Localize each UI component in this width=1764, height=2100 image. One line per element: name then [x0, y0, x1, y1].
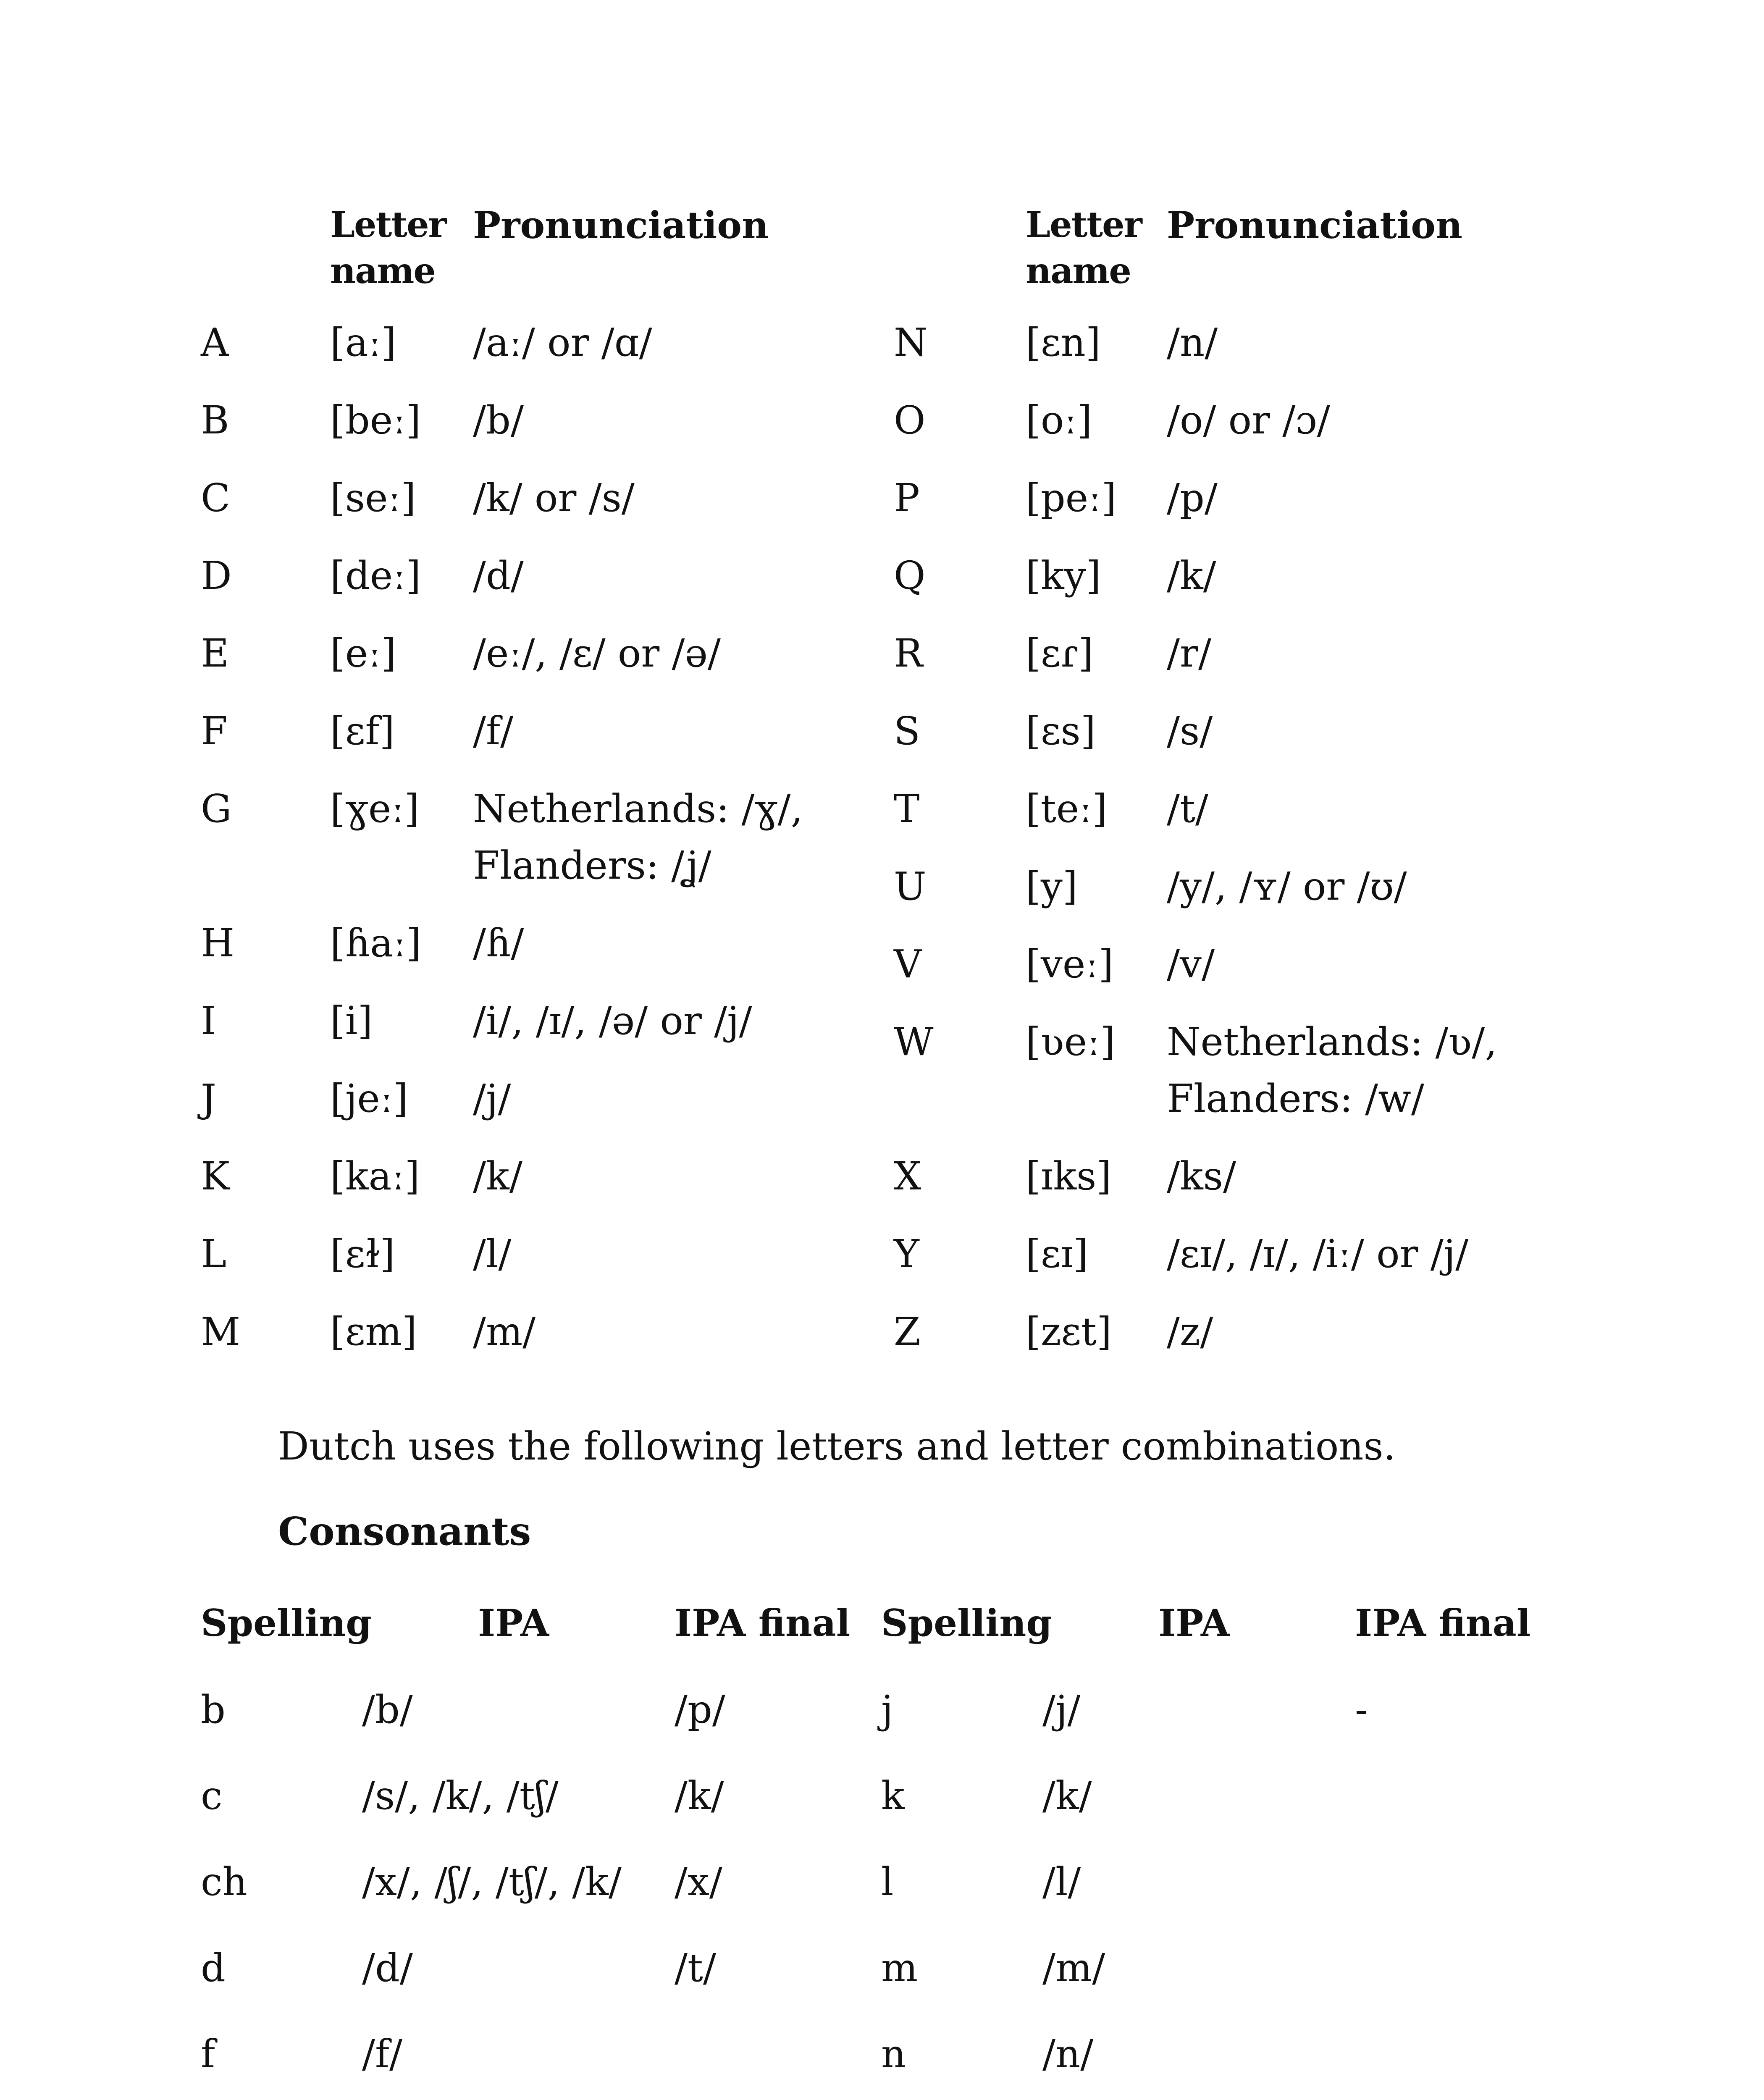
- alphabet-pronunciation: /d/: [473, 553, 524, 598]
- alphabet-pronunciation: /ɦ/: [473, 921, 524, 966]
- consonants-header-spelling-left: Spelling: [201, 1601, 372, 1645]
- alphabet-letter-name: [aː]: [330, 320, 396, 365]
- alphabet-letter-name: [teː]: [1026, 786, 1108, 831]
- alphabet-letter-name: [deː]: [330, 553, 421, 598]
- consonants-header-ipa-right: IPA: [1158, 1601, 1230, 1645]
- consonant-ipa: /b/: [362, 1687, 413, 1732]
- alphabet-pronunciation: /ɛɪ/, /ɪ/, /iː/ or /j/: [1167, 1231, 1469, 1276]
- alphabet-letter: C: [201, 475, 231, 520]
- alphabet-pronunciation: /b/: [473, 398, 524, 443]
- alphabet-letter: R: [894, 631, 923, 676]
- alphabet-letter: N: [894, 320, 928, 365]
- consonant-spelling: k: [881, 1773, 905, 1818]
- alphabet-letter-name: [seː]: [330, 475, 416, 520]
- alphabet-letter: F: [201, 709, 228, 753]
- consonant-spelling: m: [881, 1945, 918, 1990]
- alphabet-letter-name: [ɛn]: [1026, 320, 1101, 365]
- intro-paragraph: Dutch uses the following letters and letter combinations.: [278, 1424, 1396, 1469]
- alphabet-pronunciation: Netherlands: /ɣ/,: [473, 786, 803, 831]
- alphabet-letter-name: [ɛɾ]: [1026, 631, 1094, 676]
- consonants-header-spelling-right: Spelling: [881, 1601, 1052, 1645]
- alphabet-letter-name: [ʋeː]: [1026, 1019, 1116, 1064]
- alphabet-letter-name: [zɛt]: [1026, 1309, 1112, 1354]
- alphabet-pronunciation: /ks/: [1167, 1154, 1236, 1199]
- consonant-ipa-final: /p/: [675, 1687, 725, 1732]
- alphabet-letter-name: [ɪks]: [1026, 1154, 1112, 1199]
- alphabet-pronunciation: /f/: [473, 709, 514, 753]
- consonant-spelling: b: [201, 1687, 226, 1732]
- alphabet-pronunciation: /v/: [1167, 942, 1215, 987]
- alphabet-letter: U: [894, 864, 927, 909]
- consonant-spelling: c: [201, 1773, 223, 1818]
- consonants-header-ipa-final-right: IPA final: [1355, 1601, 1531, 1645]
- alphabet-letter: B: [201, 398, 229, 443]
- alphabet-letter: D: [201, 553, 232, 598]
- alphabet-pronunciation: /j/: [473, 1076, 511, 1121]
- alphabet-pronunciation: /p/: [1167, 475, 1218, 520]
- alphabet-letter: H: [201, 921, 235, 966]
- consonants-heading: Consonants: [278, 1509, 531, 1554]
- alphabet-letter-name: [y]: [1026, 864, 1078, 909]
- header-line: name: [1026, 250, 1131, 291]
- alphabet-pronunciation: /t/: [1167, 786, 1208, 831]
- consonant-spelling: l: [881, 1859, 894, 1904]
- alphabet-letter: J: [201, 1076, 216, 1121]
- consonant-spelling: d: [201, 1945, 226, 1990]
- alphabet-header-pronunciation-left: Pronunciation: [473, 203, 769, 247]
- alphabet-letter-name: [ɣeː]: [330, 786, 420, 831]
- alphabet-letter: Y: [894, 1231, 919, 1276]
- consonant-ipa: /s/, /k/, /tʃ/: [362, 1773, 559, 1818]
- alphabet-pronunciation: /k/: [1167, 553, 1216, 598]
- alphabet-letter-name: [veː]: [1026, 942, 1114, 987]
- alphabet-pronunciation: /z/: [1167, 1309, 1213, 1354]
- alphabet-letter-name: [ɦaː]: [330, 921, 421, 966]
- alphabet-pronunciation: Flanders: /ʝ/: [473, 843, 711, 888]
- alphabet-pronunciation: /aː/ or /ɑ/: [473, 320, 652, 365]
- alphabet-letter: S: [894, 709, 921, 753]
- alphabet-letter: E: [201, 631, 229, 676]
- alphabet-pronunciation: /k/: [473, 1154, 522, 1199]
- alphabet-header-letter-name-right: [1026, 202, 1142, 294]
- alphabet-pronunciation: /n/: [1167, 320, 1218, 365]
- alphabet-letter: T: [894, 786, 920, 831]
- alphabet-letter-name: [eː]: [330, 631, 396, 676]
- consonant-spelling: f: [201, 2032, 215, 2076]
- alphabet-pronunciation: Netherlands: /ʋ/,: [1167, 1019, 1497, 1064]
- alphabet-pronunciation: /k/ or /s/: [473, 475, 635, 520]
- consonant-ipa: /l/: [1042, 1859, 1081, 1904]
- alphabet-pronunciation: /o/ or /ɔ/: [1167, 398, 1330, 443]
- consonant-ipa: /f/: [362, 2032, 403, 2076]
- alphabet-letter: Q: [894, 553, 926, 598]
- alphabet-letter: V: [894, 942, 922, 987]
- alphabet-letter-name: [jeː]: [330, 1076, 408, 1121]
- alphabet-letter: A: [201, 320, 229, 365]
- alphabet-letter-name: [ɛf]: [330, 709, 395, 753]
- consonant-ipa-final: /x/: [675, 1859, 722, 1904]
- alphabet-letter: P: [894, 475, 920, 520]
- header-line: Letter: [330, 204, 446, 245]
- consonant-spelling: n: [881, 2032, 906, 2076]
- alphabet-letter: Z: [894, 1309, 921, 1354]
- alphabet-pronunciation: /y/, /ʏ/ or /ʊ/: [1167, 864, 1407, 909]
- alphabet-letter: X: [894, 1154, 921, 1199]
- consonant-ipa-final: -: [1355, 1687, 1368, 1732]
- alphabet-letter-name: [i]: [330, 998, 373, 1043]
- alphabet-header-letter-name-left: [330, 202, 446, 294]
- consonant-ipa-final: /k/: [675, 1773, 724, 1818]
- alphabet-letter-name: [oː]: [1026, 398, 1092, 443]
- alphabet-letter-name: [ɛm]: [330, 1309, 417, 1354]
- header-line: name: [330, 250, 435, 291]
- alphabet-letter-name: [peː]: [1026, 475, 1117, 520]
- consonant-ipa: /j/: [1042, 1687, 1081, 1732]
- alphabet-letter: M: [201, 1309, 241, 1354]
- consonant-ipa-final: /t/: [675, 1945, 716, 1990]
- alphabet-pronunciation: /eː/, /ɛ/ or /ə/: [473, 631, 721, 676]
- consonants-header-ipa-final-left: IPA final: [675, 1601, 850, 1645]
- consonants-header-ipa-left: IPA: [478, 1601, 549, 1645]
- consonant-spelling: ch: [201, 1859, 247, 1904]
- alphabet-letter-name: [ɛs]: [1026, 709, 1096, 753]
- alphabet-pronunciation: /m/: [473, 1309, 536, 1354]
- alphabet-letter-name: [ɛɪ]: [1026, 1231, 1088, 1276]
- alphabet-pronunciation: /s/: [1167, 709, 1213, 753]
- consonant-ipa: /n/: [1042, 2032, 1094, 2076]
- consonant-ipa: /d/: [362, 1945, 413, 1990]
- alphabet-pronunciation: /i/, /ɪ/, /ə/ or /j/: [473, 998, 752, 1043]
- alphabet-letter: O: [894, 398, 926, 443]
- consonant-ipa: /k/: [1042, 1773, 1092, 1818]
- alphabet-letter: L: [201, 1231, 227, 1276]
- alphabet-letter-name: [kaː]: [330, 1154, 420, 1199]
- consonant-ipa: /x/, /ʃ/, /tʃ/, /k/: [362, 1859, 622, 1904]
- alphabet-header-pronunciation-right: Pronunciation: [1167, 203, 1462, 247]
- header-line: Letter: [1026, 204, 1142, 245]
- alphabet-pronunciation: /l/: [473, 1231, 512, 1276]
- alphabet-letter: K: [201, 1154, 230, 1199]
- alphabet-pronunciation: Flanders: /w/: [1167, 1076, 1424, 1121]
- alphabet-letter-name: [ky]: [1026, 553, 1101, 598]
- alphabet-letter: I: [201, 998, 216, 1043]
- consonant-ipa: /m/: [1042, 1945, 1105, 1990]
- alphabet-letter: W: [894, 1019, 934, 1064]
- consonant-spelling: j: [881, 1687, 893, 1732]
- alphabet-letter-name: [beː]: [330, 398, 421, 443]
- alphabet-letter: G: [201, 786, 232, 831]
- alphabet-pronunciation: /r/: [1167, 631, 1211, 676]
- alphabet-letter-name: [ɛɫ]: [330, 1231, 395, 1276]
